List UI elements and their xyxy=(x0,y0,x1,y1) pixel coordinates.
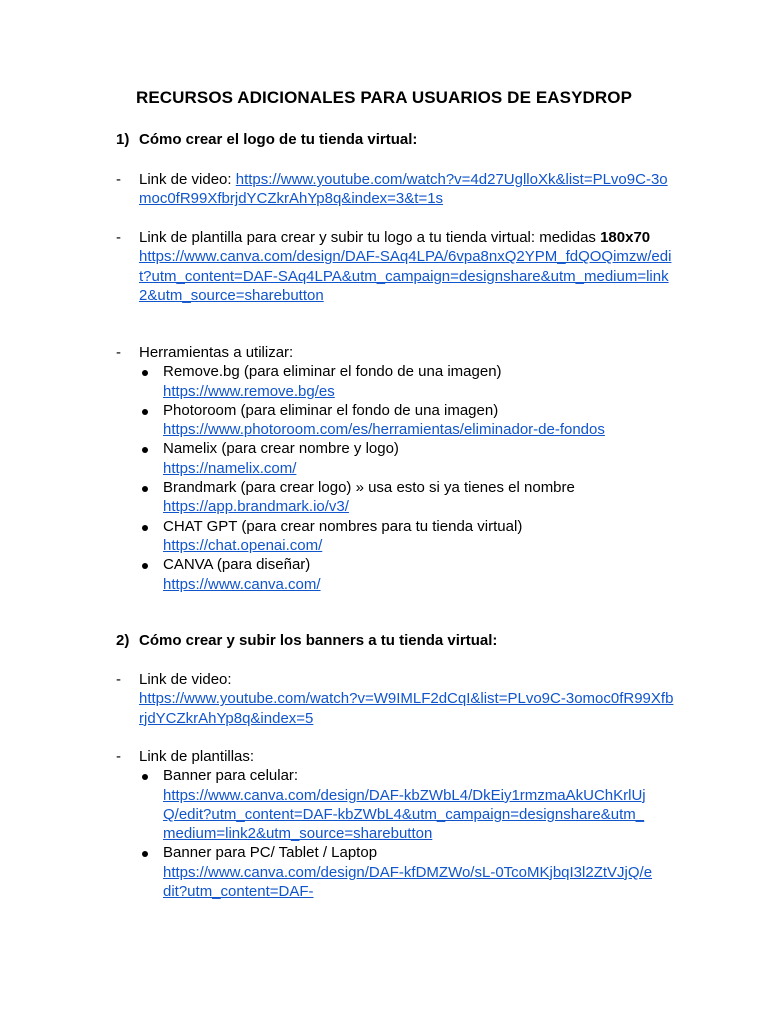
bullet-icon xyxy=(142,563,148,569)
list-item xyxy=(116,439,653,478)
bullet-icon xyxy=(142,409,148,415)
section-1-video-item xyxy=(116,170,676,209)
list-item xyxy=(116,555,653,594)
tool-name: CANVA (para diseñar) xyxy=(163,556,311,574)
document-title: RECURSOS ADICIONALES PARA USUARIOS DE EASYDROP xyxy=(135,88,633,107)
tool-name: Namelix (para crear nombre y logo) xyxy=(163,440,399,458)
section-2-video-link[interactable]: https://www.youtube.com/watch?v=W9IMLF2dCqI&list=PLvo9C-3omoc0fR99XfbrjdYCZkrAhYp8q&index=5 xyxy=(139,690,674,727)
section-1-heading-text: Cómo crear el logo de tu tienda virtual: xyxy=(139,131,418,148)
dash-marker: - xyxy=(116,748,121,765)
banner-name: Banner para PC/ Tablet / Laptop xyxy=(163,844,378,862)
banner-name: Banner para celular: xyxy=(163,767,299,785)
section-1-template-link[interactable]: https://www.canva.com/design/DAF-SAq4LPA/6vpa8nxQ2YPM_fdQOQimzw/edit?utm_content=DAF-SAq4LPA&utm_campaign=designshare&utm_medium=link2&utm_source=sharebutton xyxy=(139,248,672,304)
dash-marker: - xyxy=(116,344,121,361)
section-2-heading xyxy=(116,632,497,649)
tool-name: Photoroom (para eliminar el fondo de una imagen) xyxy=(163,401,499,419)
tool-link[interactable]: https://chat.openai.com/ xyxy=(163,536,323,554)
tool-link[interactable]: https://namelix.com/ xyxy=(163,459,297,477)
list-item xyxy=(116,843,653,901)
section-2-number: 2) xyxy=(116,632,130,649)
section-2-heading-text: Cómo crear y subir los banners a tu tienda virtual: xyxy=(139,632,498,649)
tools-label: Herramientas a utilizar: xyxy=(139,344,294,361)
tool-link[interactable]: https://www.canva.com/ xyxy=(163,575,321,593)
tool-name: Remove.bg (para eliminar el fondo de una imagen) xyxy=(163,363,502,381)
section-1-template-item xyxy=(116,228,676,305)
dash-marker: - xyxy=(116,229,121,246)
list-item xyxy=(116,517,653,556)
tool-name: CHAT GPT (para crear nombres para tu tienda virtual) xyxy=(163,517,523,535)
banner-link[interactable]: https://www.canva.com/design/DAF-kfDMZWo/sL-0TcoMKjbqI3l2ZtVJjQ/edit?utm_content=DAF- xyxy=(163,863,653,901)
template-label: Link de plantilla para crear y subir tu logo a tu tienda virtual: medidas xyxy=(139,229,601,246)
tool-link[interactable]: https://www.remove.bg/es xyxy=(163,382,335,400)
bullet-icon xyxy=(142,447,148,453)
bullet-icon xyxy=(142,486,148,492)
tool-link[interactable]: https://app.brandmark.io/v3/ xyxy=(163,498,349,516)
video-label: Link de video: xyxy=(139,171,236,188)
section-1-tools-item xyxy=(116,343,676,594)
section-1-number: 1) xyxy=(116,131,130,148)
section-2-video-item xyxy=(116,670,676,728)
section-1-video-link[interactable]: https://www.youtube.com/watch?v=4d27UglloXk&list=PLvo9C-3omoc0fR99XfbrjdYCZkrAhYp8q&index=3&t=1s xyxy=(139,171,668,208)
section-2-templates-item xyxy=(116,747,676,901)
section-1-heading xyxy=(116,131,417,148)
video-label: Link de video: xyxy=(139,671,232,688)
dash-marker: - xyxy=(116,671,121,688)
list-item xyxy=(116,478,653,517)
templates-list xyxy=(116,766,676,901)
tool-name: Brandmark (para crear logo) » usa esto si ya tienes el nombre xyxy=(163,479,575,497)
bullet-icon xyxy=(142,851,148,857)
bullet-icon xyxy=(142,774,148,780)
tool-link[interactable]: https://www.photoroom.com/es/herramientas/eliminador-de-fondos xyxy=(163,421,605,439)
bullet-icon xyxy=(142,370,148,376)
templates-label: Link de plantillas: xyxy=(139,748,255,765)
list-item xyxy=(116,401,653,440)
dash-marker: - xyxy=(116,171,121,188)
tools-list xyxy=(116,362,676,594)
banner-link[interactable]: https://www.canva.com/design/DAF-kbZWbL4/DkEiy1rmzmaAkUChKrlUjQ/edit?utm_content=DAF-kbZWbL4&utm_campaign=designshare&utm_medium=link2&utm_source=sharebutton xyxy=(163,786,646,843)
list-item xyxy=(116,362,653,401)
list-item xyxy=(116,766,653,843)
template-size: 180x70 xyxy=(600,229,651,246)
bullet-icon xyxy=(142,525,148,531)
